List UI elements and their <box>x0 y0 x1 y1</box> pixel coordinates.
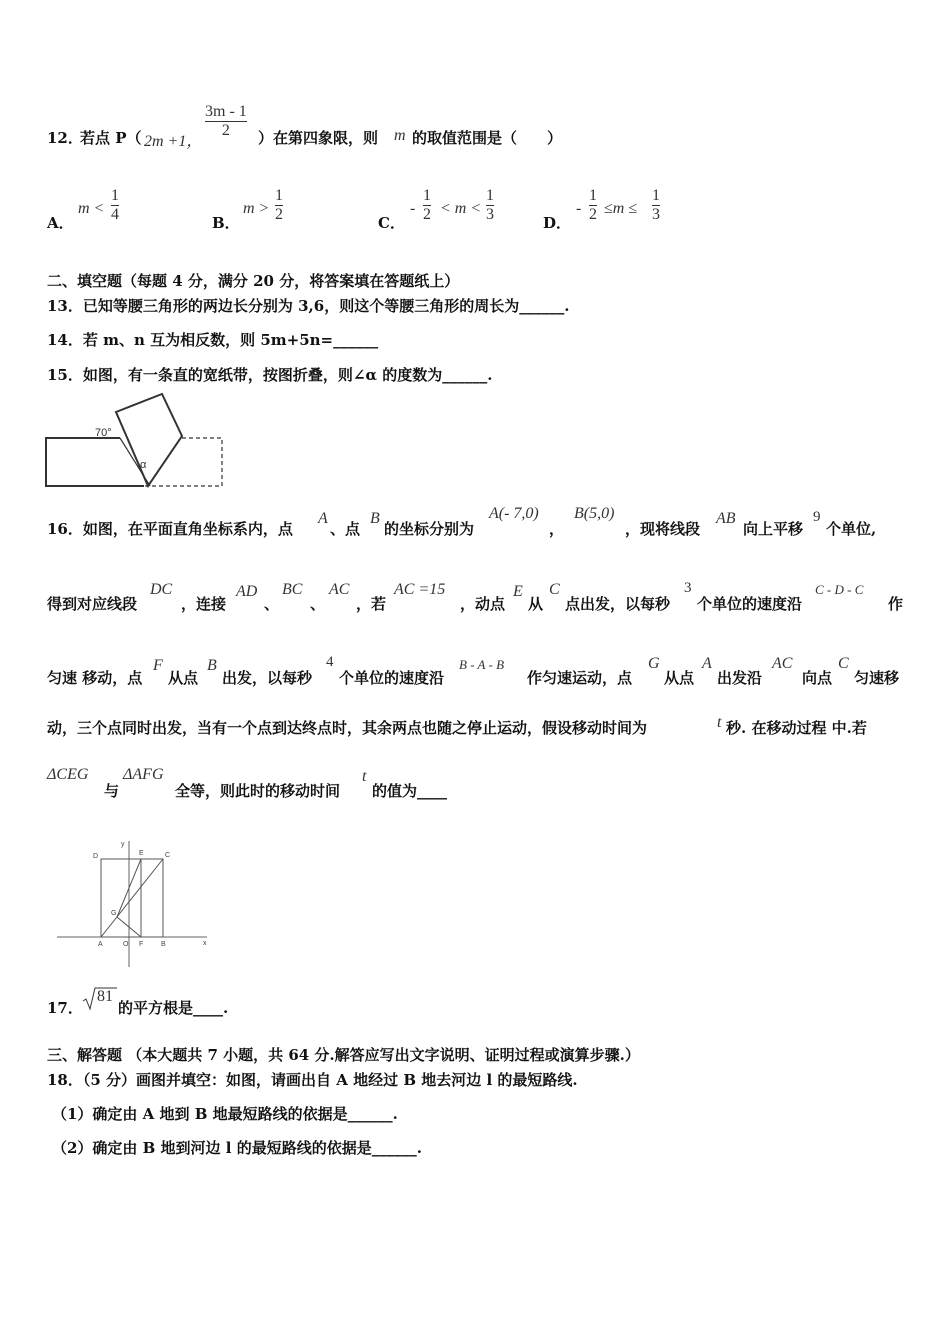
q16-text: 从点 <box>664 669 695 687</box>
q16-coord-b: B(5,0) <box>574 505 615 522</box>
frac-num: 1 <box>652 187 660 204</box>
label-b: B <box>161 941 166 948</box>
q12-frac-bottom: 2 <box>221 122 230 139</box>
q16-text: 与 <box>104 782 120 800</box>
q16-text: 、点 <box>330 520 361 538</box>
q16-text: 作匀速运动，点 <box>527 669 633 687</box>
q13-text: 13．已知等腰三角形的两边长分别为 3,6，则这个等腰三角形的周长为______. <box>47 297 570 315</box>
q16-var-b: B <box>370 510 380 527</box>
q16-coordinate-figure <box>55 835 215 970</box>
q16-text: 作 <box>888 595 904 613</box>
q17-text: 的平方根是____. <box>118 999 229 1017</box>
option-expr: m > <box>243 200 270 217</box>
option-fraction-2 <box>652 187 660 224</box>
q16-ab: AB <box>716 510 736 527</box>
option-minus: - <box>410 200 416 217</box>
q16-path-bab: B - A - B <box>459 657 505 672</box>
q12-text-tail: 的取值范围是（ ） <box>412 129 563 147</box>
q16-text: 、 <box>264 595 280 613</box>
alpha-label: α <box>140 459 147 471</box>
q16-t: t <box>717 714 722 731</box>
option-fraction <box>589 187 597 224</box>
q18-text: 18．（5 分）画图并填空：如图，请画出自 A 地经过 B 地去河边 l 的最短路线. <box>47 1071 578 1089</box>
label-g: G <box>111 910 117 917</box>
option-label: C． <box>378 214 405 232</box>
q16-text: 向点 <box>802 669 833 687</box>
q12-number: 12． <box>47 129 83 147</box>
label-f: F <box>139 941 144 948</box>
q16-text: ，若 <box>356 595 387 613</box>
section2-heading: 二、填空题（每题 4 分，满分 20 分，将答案填在答题纸上） <box>47 272 460 290</box>
label-x: x <box>203 940 207 947</box>
frac-num: 1 <box>486 187 494 204</box>
q12-point-x: 2m +1， <box>144 133 203 150</box>
label-a: A <box>98 941 103 948</box>
option-expr: m < <box>78 200 105 217</box>
frac-den: 4 <box>111 206 119 223</box>
q16-ad: AD <box>236 583 258 600</box>
q12-text-before: 若点 P（ <box>80 129 142 147</box>
option-fraction <box>111 187 119 224</box>
folded-flap <box>116 394 182 486</box>
q16-triangle-ceg: ΔCEG <box>47 766 89 783</box>
q17-radicand: 81 <box>97 988 113 1005</box>
frac-num: 1 <box>111 187 119 204</box>
q16-text: 个单位的速度沿 <box>697 595 803 613</box>
option-expr: < m < <box>440 200 482 217</box>
q16-text: 出发沿 <box>717 669 763 687</box>
q16-text: 点出发，以每秒 <box>565 595 671 613</box>
dashed-strip <box>144 438 222 486</box>
q16-three: 3 <box>684 580 692 596</box>
label-o: O <box>123 941 129 948</box>
q16-text: 向上平移 <box>743 520 804 538</box>
q16-dc: DC <box>150 581 173 598</box>
q15-fold-figure <box>40 392 230 494</box>
q12-frac-top: 3m - 1 <box>205 103 247 120</box>
frac-num: 1 <box>275 187 283 204</box>
frac-den: 3 <box>652 206 660 223</box>
q16-coord-a: A(- 7,0) <box>489 505 539 522</box>
q16-t2: t <box>362 768 367 785</box>
q18-part2: （2）确定由 B 地到河边 l 的最短路线的依据是______. <box>52 1139 422 1157</box>
q12-text-after: ）在第四象限，则 <box>258 129 379 147</box>
option-minus: - <box>576 200 582 217</box>
q16-text: 个单位, <box>826 520 877 538</box>
frac-num: 1 <box>589 187 597 204</box>
q16-text: 全等，则此时的移动时间 <box>175 782 341 800</box>
q16-ac: AC <box>329 581 350 598</box>
label-c: C <box>165 852 171 859</box>
q16-e: E <box>513 583 523 600</box>
diagonal-ac <box>101 859 163 937</box>
q16-c: C <box>549 581 560 598</box>
q16-path-cdc: C - D - C <box>815 582 864 597</box>
q16-text: 的值为____ <box>372 782 448 800</box>
q16-var-a: A <box>318 510 328 527</box>
option-expr: ≤m ≤ <box>604 200 638 217</box>
q16-text: 的坐标分别为 <box>384 520 475 538</box>
q16-text: 秒. 在移动过程 中.若 <box>726 719 867 737</box>
q16-a2: A <box>702 655 712 672</box>
q12-point-y-fraction <box>205 103 247 140</box>
option-label: A． <box>47 214 74 232</box>
q16-nine: 9 <box>813 509 821 525</box>
q14-text: 14．若 m、n 互为相反数，则 5m+5n=______ <box>47 331 379 349</box>
q16-text: ，动点 <box>460 595 506 613</box>
q16-text: 动，三个点同时出发，当有一个点到达终点时，其余两点也随之停止运动，假设移动时间为 <box>47 719 648 737</box>
q18-part1: （1）确定由 A 地到 B 地最短路线的依据是______. <box>52 1105 398 1123</box>
frac-num: 1 <box>423 187 431 204</box>
angle-70-label: 70° <box>95 427 112 439</box>
q16-g: G <box>648 655 660 672</box>
label-e: E <box>139 850 144 857</box>
q16-text: 从 <box>528 595 544 613</box>
option-fraction-2 <box>486 187 494 224</box>
q16-text: 匀速移 <box>854 669 900 687</box>
option-fraction <box>275 187 283 224</box>
q12-var: m <box>394 127 406 144</box>
q16-text: ，现将线段 <box>625 520 701 538</box>
q17-number: 17． <box>47 999 83 1017</box>
q16-text: ， <box>549 520 565 538</box>
q16-b2: B <box>207 657 217 674</box>
q16-ac2: AC <box>772 655 793 672</box>
frac-den: 2 <box>423 206 431 223</box>
q16-text: 个单位的速度沿 <box>339 669 445 687</box>
option-label: D． <box>543 214 572 232</box>
q16-c2: C <box>838 655 849 672</box>
q16-bc: BC <box>282 581 303 598</box>
q15-text: 15．如图，有一条直的宽纸带，按图折叠，则∠α 的度数为______. <box>47 366 493 384</box>
q16-text: 得到对应线段 <box>47 595 138 613</box>
q16-text: 从点 <box>168 669 199 687</box>
q16-triangle-afg: ΔAFG <box>123 766 164 783</box>
q16-text: 匀速 移动，点 <box>47 669 143 687</box>
frac-den: 2 <box>589 206 597 223</box>
option-fraction <box>423 187 431 224</box>
option-label: B． <box>212 214 240 232</box>
frac-den: 2 <box>275 206 283 223</box>
label-d: D <box>93 853 99 860</box>
q16-ac-eq: AC =15 <box>394 581 446 598</box>
label-y: y <box>121 841 125 848</box>
q16-four: 4 <box>326 654 334 670</box>
q16-text: ，连接 <box>181 595 227 613</box>
q16-text: 出发，以每秒 <box>222 669 313 687</box>
frac-den: 3 <box>486 206 494 223</box>
q16-text: 、 <box>310 595 326 613</box>
section3-heading: 三、解答题 （本大题共 7 小题，共 64 分.解答应写出文字说明、证明过程或演算步骤.） <box>47 1046 640 1064</box>
q16-text: 16．如图，在平面直角坐标系内，点 <box>47 520 293 538</box>
q16-f: F <box>153 657 163 674</box>
